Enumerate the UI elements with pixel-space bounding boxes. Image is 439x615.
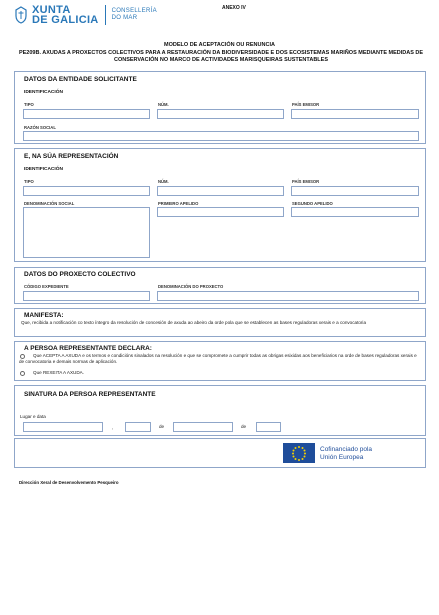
de-separator-2: de <box>241 424 247 429</box>
project-name-label: DENOMINACIÓN DO PROXECTO <box>158 284 224 289</box>
project-section-title: DATOS DO PROXECTO COLECTIVO <box>24 271 136 278</box>
reject-aid-text: Que REXEITA A AXUDA. <box>33 370 84 375</box>
logo-line-1: XUNTA <box>32 4 71 16</box>
second-surname-label: SEGUNDO APELIDO <box>292 201 333 206</box>
applicant-number-label: NÚM. <box>158 102 169 107</box>
place-date-label: Lugar e data <box>20 414 46 419</box>
xunta-header <box>14 4 157 26</box>
representative-country-label: PAÍS EMISOR <box>292 179 320 184</box>
project-section <box>14 267 426 304</box>
dept-line-1: CONSELLERÍA <box>111 8 157 14</box>
procedure-title: PE209B. AXUDAS A PROXECTOS COLECTIVOS PARA A RESTAURACIÓN DA BIODIVERSIDADE E DOS ECOSISTEMAS MARIÑOS MEDIANTE MEDIDAS DE CONSERVACIÓN NO MARCO DE ACTIVIDADES MARISQUEIRAS SUSTENTABLES <box>18 50 424 63</box>
accept-aid-text: Que ACEPTA A AXUDA e os termos e condicións sinalados na resolución e que se compromete a cumprir todas as obrigas esixidas aos beneficiarios na orde de bases reguladoras xerais e de convocatoria e demais normas de aplicación. <box>19 353 417 364</box>
footer-directorate: Dirección Xeral de Desenvolvemento Pesqueiro <box>19 480 119 485</box>
department-name <box>112 8 157 22</box>
applicant-section <box>14 71 426 144</box>
reject-aid-radio[interactable] <box>20 371 25 376</box>
first-surname-label: PRIMEIRO APELIDO <box>158 201 199 206</box>
representative-type-field[interactable] <box>23 186 150 196</box>
representative-section <box>14 148 426 262</box>
statement-section <box>14 308 426 337</box>
annex-label: ANEXO IV <box>222 5 246 11</box>
representative-type-label: TIPO <box>24 179 34 184</box>
place-field[interactable] <box>23 422 103 432</box>
second-surname-field[interactable] <box>291 207 419 217</box>
file-code-label: CÓDIGO EXPEDIENTE <box>24 284 69 289</box>
signature-section <box>14 385 426 436</box>
comma-separator: , <box>112 425 114 430</box>
xunta-logo-text <box>32 5 99 25</box>
day-field[interactable] <box>125 422 151 432</box>
eu-line-2: Unión Europea <box>320 454 364 461</box>
applicant-type-label: TIPO <box>24 102 34 107</box>
eu-cofinancing-text <box>320 446 372 462</box>
logo-line-2: DE GALICIA <box>32 14 99 26</box>
dept-line-2: DO MAR <box>111 15 138 21</box>
form-title: MODELO DE ACEPTACIÓN OU RENUNCIA <box>164 42 275 48</box>
eu-line-1: Cofinanciado pola <box>320 446 373 453</box>
applicant-number-field[interactable] <box>157 109 284 119</box>
logo-divider <box>105 5 106 25</box>
signature-title: SINATURA DA PERSOA REPRESENTANTE <box>24 391 156 398</box>
file-code-field[interactable] <box>23 291 150 301</box>
applicant-identification-label: IDENTIFICACIÓN <box>24 90 63 95</box>
applicant-type-field[interactable] <box>23 109 150 119</box>
company-name-label: DENOMINACIÓN SOCIAL <box>24 201 75 206</box>
first-surname-field[interactable] <box>157 207 284 217</box>
de-separator-1: de <box>159 424 165 429</box>
applicant-country-field[interactable] <box>291 109 419 119</box>
representative-section-title: E, NA SÚA REPRESENTACIÓN <box>24 153 119 160</box>
applicant-company-name-label: RAZÓN SOCIAL <box>24 125 56 130</box>
project-name-field[interactable] <box>157 291 419 301</box>
year-field[interactable] <box>256 422 281 432</box>
applicant-country-label: PAÍS EMISOR <box>292 102 320 107</box>
month-field[interactable] <box>173 422 233 432</box>
company-name-field[interactable] <box>23 207 150 258</box>
eu-flag-icon <box>283 443 315 463</box>
representative-number-label: NÚM. <box>158 179 169 184</box>
representative-number-field[interactable] <box>157 186 284 196</box>
representative-country-field[interactable] <box>291 186 419 196</box>
statement-title: MANIFESTA: <box>24 312 64 319</box>
declaration-title: A PERSOA REPRESENTANTE DECLARA: <box>24 345 152 352</box>
applicant-section-title: DATOS DA ENTIDADE SOLICITANTE <box>24 76 137 83</box>
representative-identification-label: IDENTIFICACIÓN <box>24 167 63 172</box>
declaration-section <box>14 341 426 381</box>
statement-text: Que, recibida a notificación co texto íntegro da resolución de concesión de axuda ao abeiro da orde pola que se establecen as bases reguladoras xerais e a convocatoria <box>21 320 367 325</box>
applicant-company-name-field[interactable] <box>23 131 419 141</box>
xunta-logo-icon <box>14 6 28 24</box>
